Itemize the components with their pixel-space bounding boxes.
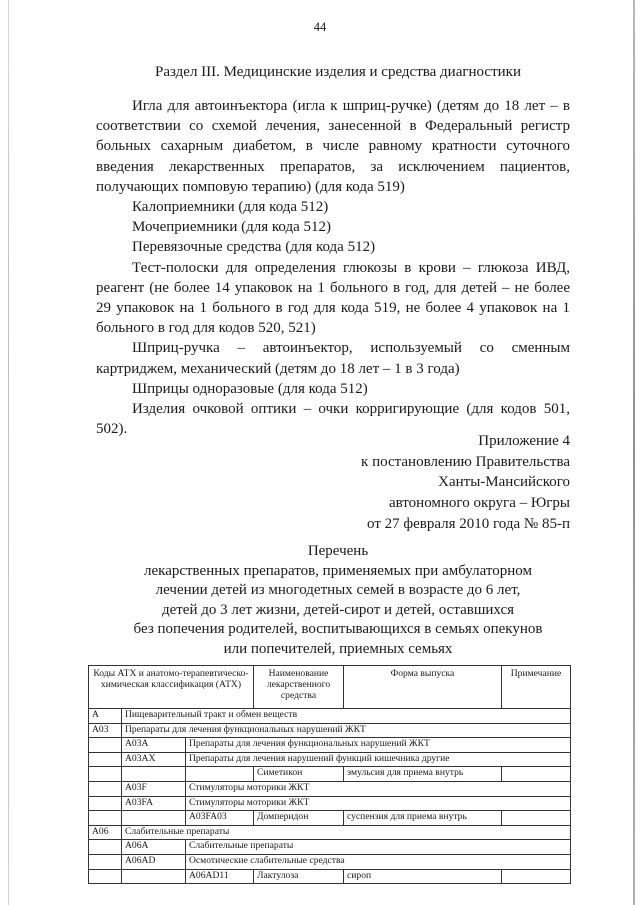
note-cell <box>502 811 571 826</box>
atc-code: A03A <box>122 738 186 753</box>
table-row <box>89 723 571 738</box>
atc-description: Препараты для лечения функциональных нарушений ЖКТ <box>122 723 571 738</box>
table-row <box>89 709 571 724</box>
table-row <box>89 738 571 753</box>
table-row <box>89 869 571 884</box>
header-atc: Коды АТХ и анатомо-терапевтическо-химическая классификация (АТХ) <box>89 666 254 709</box>
list-title-line: Перечень <box>307 543 369 559</box>
release-form: суспензия для приема внутрь <box>344 811 502 826</box>
appendix-line: автономного округа – Югры <box>388 495 570 512</box>
table-row <box>89 796 571 811</box>
paragraph-syringes: Шприцы одноразовые (для кода 512) <box>132 380 368 397</box>
table-row <box>89 825 571 840</box>
note-cell <box>502 869 571 884</box>
scan-edge-right <box>633 0 635 905</box>
section-body <box>96 96 570 439</box>
atc-code: A03FA03 <box>186 811 254 826</box>
atc-description: Слабительные препараты <box>122 825 571 840</box>
table-row <box>89 840 571 855</box>
atc-description: Стимуляторы моторики ЖКТ <box>186 796 571 811</box>
table-row <box>89 767 571 782</box>
table-row <box>89 752 571 767</box>
table-header-row <box>89 666 571 709</box>
list-title-line: без попечения родителей, воспитывающихся в семьях опекунов <box>133 621 543 637</box>
appendix-line: к постановлению Правительства <box>361 453 570 470</box>
atc-code: A03AX <box>122 752 186 767</box>
header-note: Примечание <box>502 666 571 709</box>
paragraph-dressings: Перевязочные средства (для кода 512) <box>132 239 376 256</box>
scan-edge-left <box>8 0 9 905</box>
list-title-line: лекарственных препаратов, применяемых при амбулаторном <box>143 562 532 579</box>
appendix-line: от 27 февраля 2010 года № 85-п <box>367 515 570 532</box>
release-form: эмульсия для приема внутрь <box>344 767 502 782</box>
atc-code: A03 <box>89 723 122 738</box>
atc-code: A06A <box>122 840 186 855</box>
list-title-line: или попечителей, приемных семьях <box>223 640 453 657</box>
appendix-line: Приложение 4 <box>478 433 570 449</box>
appendix-block <box>250 431 570 535</box>
table-row <box>89 781 571 796</box>
paragraph-test-strips: Тест-полоски для определения глюкозы в крови – глюкоза ИВД, реагент (не более 14 упаковок на 1 больного в год, для детей – не более 29 упаковок на 1 больного в год для кода 519, не более 4 упаковок на 1 больного в год для кодов 520, 521) <box>96 259 570 337</box>
appendix-line: Ханты-Мансийского <box>438 474 570 491</box>
atc-description: Осмотические слабительные средства <box>186 854 571 869</box>
list-title-line: детей до 3 лет жизни, детей-сирот и детей, оставшихся <box>161 601 515 618</box>
release-form: сироп <box>344 869 502 884</box>
atc-code: A06AD <box>122 854 186 869</box>
table-row <box>89 854 571 869</box>
drug-name: Лактулоза <box>254 869 344 884</box>
note-cell <box>502 767 571 782</box>
atc-description: Препараты для лечения нарушений функций кишечника другие <box>186 752 571 767</box>
atc-table <box>88 665 571 884</box>
page-number: 44 <box>313 20 327 34</box>
atc-code: A03F <box>122 781 186 796</box>
drug-name: Домперидон <box>254 811 344 826</box>
table-row <box>89 811 571 826</box>
paragraph-glasses: Изделия очковой оптики – очки корригирующие (для кодов 501, 502). <box>96 401 570 438</box>
paragraph-colostomy-bags: Калоприемники (для кода 512) <box>132 199 329 216</box>
list-title <box>0 542 640 659</box>
header-form: Форма выпуска <box>344 666 502 709</box>
atc-description: Стимуляторы моторики ЖКТ <box>186 781 571 796</box>
atc-description: Слабительные препараты <box>186 840 571 855</box>
paragraph-urine-bags: Мочеприемники (для кода 512) <box>132 219 331 236</box>
drug-name: Симетикон <box>254 767 344 782</box>
paragraph-syringe-pen: Шприц-ручка – автоинъектор, используемый со сменным картриджем, механический (детям до 18 лет – 1 в 3 года) <box>96 340 570 377</box>
list-title-line: лечении детей из многодетных семей в возрасте до 6 лет, <box>155 582 521 598</box>
section-title: Раздел III. Медицинские изделия и средства диагностики <box>155 64 521 80</box>
atc-code: A06 <box>89 825 122 840</box>
header-drug-name: Наименование лекарственного средства <box>254 666 344 709</box>
atc-code: A06AD11 <box>186 869 254 884</box>
atc-code: A <box>89 709 122 724</box>
atc-code: A03FA <box>122 796 186 811</box>
atc-description: Препараты для лечения функциональных нарушений ЖКТ <box>186 738 571 753</box>
paragraph-needles: Игла для автоинъектора (игла к шприц-ручке) (детям до 18 лет – в соответствии со схемой лечения, занесенной в Федеральный регистр больных сахарным диабетом, в числе равному кратности суточного введения лекарственных препаратов, за исключением пациентов, получающих помповую терапию) (для кода 519) <box>96 98 570 195</box>
atc-description: Пищеварительный тракт и обмен веществ <box>122 709 571 724</box>
